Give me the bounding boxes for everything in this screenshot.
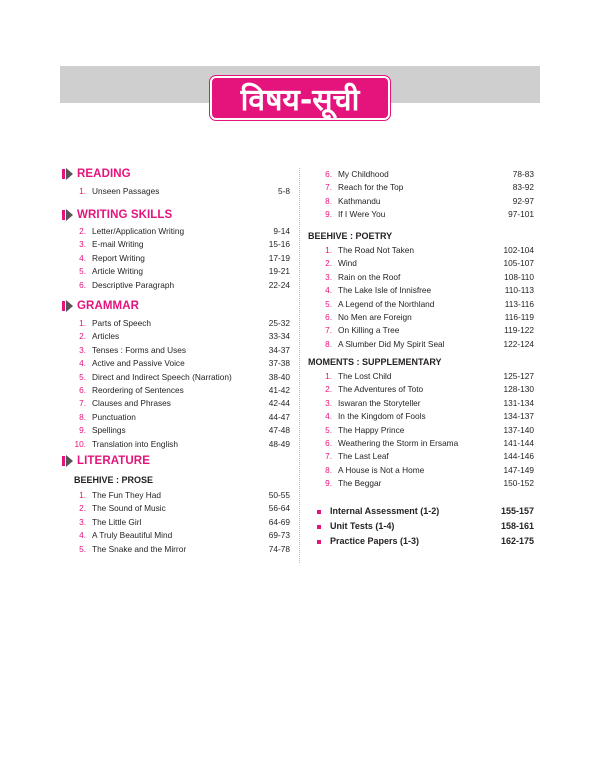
item-number: 3. bbox=[79, 239, 86, 250]
item-number: 1. bbox=[79, 186, 86, 196]
section-title: GRAMMAR bbox=[77, 300, 140, 312]
item-pages: 128-130 bbox=[503, 384, 534, 395]
bullet-icon bbox=[317, 525, 321, 529]
item-pages: 102-104 bbox=[503, 245, 534, 255]
item-pages: 116-119 bbox=[504, 311, 534, 322]
item-label: Report Writing bbox=[92, 252, 145, 263]
item-pages: 131-134 bbox=[503, 397, 534, 408]
item-number: 5. bbox=[325, 424, 332, 435]
item-pages: 97-101 bbox=[508, 209, 534, 220]
toc-row[interactable] bbox=[62, 238, 290, 251]
item-number: 2. bbox=[325, 384, 332, 395]
item-pages: 162-175 bbox=[500, 536, 534, 546]
section-moments-supplementary bbox=[308, 356, 534, 491]
toc-row[interactable] bbox=[308, 311, 534, 324]
item-label: Internal Assessment (1-2) bbox=[330, 506, 440, 516]
toc-row[interactable] bbox=[308, 168, 534, 181]
item-pages: 74-78 bbox=[268, 543, 290, 554]
toc-row[interactable] bbox=[308, 244, 534, 257]
section-arrow-icon bbox=[62, 168, 74, 180]
item-label: Wind bbox=[338, 258, 357, 269]
toc-row[interactable] bbox=[62, 330, 290, 343]
toc-row[interactable] bbox=[62, 502, 290, 515]
item-number: 3. bbox=[79, 516, 86, 527]
toc-row[interactable] bbox=[308, 271, 534, 284]
item-pages: 83-92 bbox=[512, 182, 534, 193]
item-label: Unit Tests (1-4) bbox=[330, 521, 395, 531]
toc-row[interactable] bbox=[62, 543, 290, 556]
item-pages: 147-149 bbox=[503, 464, 534, 475]
toc-row[interactable] bbox=[308, 284, 534, 297]
item-label: On Killing a Tree bbox=[338, 325, 400, 336]
item-number: 8. bbox=[325, 195, 332, 206]
item-number: 10. bbox=[74, 438, 86, 449]
toc-row[interactable] bbox=[62, 317, 290, 330]
subsection-title: MOMENTS : SUPPLEMENTARY bbox=[308, 357, 442, 367]
subsection-title: BEEHIVE : PROSE bbox=[74, 475, 154, 485]
item-pages: 134-137 bbox=[503, 411, 534, 422]
item-label: Letter/Application Writing bbox=[92, 226, 185, 236]
toc-row[interactable] bbox=[62, 384, 290, 397]
item-number: 4. bbox=[79, 530, 86, 541]
item-label: A House is Not a Home bbox=[338, 464, 425, 475]
item-label: The Last Leaf bbox=[338, 451, 389, 462]
item-number: 1. bbox=[79, 318, 86, 328]
toc-row[interactable] bbox=[62, 516, 290, 529]
item-number: 3. bbox=[325, 271, 332, 282]
item-pages: 78-83 bbox=[512, 169, 534, 179]
item-pages: 92-97 bbox=[512, 195, 534, 206]
section-writing-skills bbox=[62, 207, 290, 292]
item-number: 7. bbox=[325, 451, 332, 462]
item-pages: 122-124 bbox=[503, 338, 534, 349]
toc-row[interactable] bbox=[62, 529, 290, 542]
item-number: 9. bbox=[325, 209, 332, 220]
item-pages: 158-161 bbox=[500, 521, 534, 531]
section-heading bbox=[62, 166, 290, 182]
item-label: Direct and Indirect Speech (Narration) bbox=[92, 371, 232, 382]
item-number: 6. bbox=[325, 169, 332, 179]
section-beehive-poetry bbox=[308, 230, 534, 351]
item-number: 6. bbox=[325, 437, 332, 448]
item-label: Kathmandu bbox=[338, 195, 381, 206]
item-number: 5. bbox=[79, 543, 86, 554]
toc-row[interactable] bbox=[308, 424, 534, 437]
item-number: 1. bbox=[325, 371, 332, 381]
toc-row[interactable] bbox=[62, 252, 290, 265]
item-pages: 33-34 bbox=[268, 331, 290, 342]
item-label: Punctuation bbox=[92, 411, 136, 422]
section-heading bbox=[62, 453, 290, 469]
item-label: The Lake Isle of Innisfree bbox=[338, 285, 432, 296]
item-label: In the Kingdom of Fools bbox=[338, 411, 426, 422]
item-pages: 44-47 bbox=[268, 411, 290, 422]
item-label: Active and Passive Voice bbox=[92, 358, 185, 369]
item-number: 4. bbox=[79, 252, 86, 263]
toc-row[interactable] bbox=[308, 477, 534, 490]
item-pages: 141-144 bbox=[503, 437, 534, 448]
toc-row[interactable] bbox=[62, 357, 290, 370]
toc-row[interactable] bbox=[308, 208, 534, 221]
item-label: My Childhood bbox=[338, 169, 389, 179]
item-pages: 105-107 bbox=[503, 258, 534, 269]
item-pages: 41-42 bbox=[268, 384, 290, 395]
item-pages: 9-14 bbox=[273, 226, 290, 236]
item-number: 4. bbox=[325, 411, 332, 422]
item-number: 8. bbox=[79, 411, 86, 422]
item-pages: 42-44 bbox=[268, 398, 290, 409]
section-literature bbox=[62, 453, 290, 556]
item-pages: 25-32 bbox=[268, 318, 290, 328]
column-divider bbox=[299, 168, 300, 563]
toc-row[interactable] bbox=[308, 410, 534, 423]
item-pages: 108-110 bbox=[504, 271, 534, 282]
bullet-icon bbox=[317, 510, 321, 514]
item-number: 7. bbox=[79, 398, 86, 409]
toc-row[interactable] bbox=[308, 397, 534, 410]
item-label: Translation into English bbox=[92, 438, 178, 449]
item-number: 2. bbox=[79, 331, 86, 342]
section-reading bbox=[62, 166, 290, 198]
item-label: The Little Girl bbox=[92, 516, 142, 527]
item-pages: 119-122 bbox=[504, 325, 534, 336]
item-number: 5. bbox=[325, 298, 332, 309]
item-number: 1. bbox=[325, 245, 332, 255]
toc-row[interactable] bbox=[308, 338, 534, 351]
toc-row[interactable] bbox=[62, 279, 290, 292]
item-label: The Road Not Taken bbox=[338, 245, 414, 255]
item-pages: 155-157 bbox=[500, 506, 534, 516]
toc-list bbox=[308, 370, 534, 491]
item-label: Article Writing bbox=[92, 266, 144, 277]
item-pages: 37-38 bbox=[268, 358, 290, 369]
section-assessments bbox=[308, 504, 534, 549]
toc-row[interactable] bbox=[62, 438, 290, 451]
section-arrow-icon bbox=[62, 300, 74, 312]
item-number: 7. bbox=[325, 325, 332, 336]
item-pages: 69-73 bbox=[268, 530, 290, 541]
toc-row[interactable] bbox=[308, 504, 534, 519]
toc-row[interactable] bbox=[308, 437, 534, 450]
item-label: Articles bbox=[92, 331, 120, 342]
item-label: No Men are Foreign bbox=[338, 311, 412, 322]
item-number: 8. bbox=[325, 464, 332, 475]
item-number: 6. bbox=[79, 279, 86, 290]
item-pages: 38-40 bbox=[268, 371, 290, 382]
toc-row[interactable] bbox=[308, 181, 534, 194]
section-title: READING bbox=[77, 168, 131, 180]
page-title: विषय-सूची bbox=[240, 82, 360, 118]
item-label: Clauses and Phrases bbox=[92, 398, 171, 409]
item-label: A Legend of the Northland bbox=[338, 298, 435, 309]
item-label: Reordering of Sentences bbox=[92, 384, 184, 395]
toc-row[interactable] bbox=[308, 464, 534, 477]
item-label: Unseen Passages bbox=[92, 186, 160, 196]
item-pages: 137-140 bbox=[503, 424, 534, 435]
toc-row[interactable] bbox=[62, 489, 290, 502]
toc-row[interactable] bbox=[308, 450, 534, 463]
item-pages: 110-113 bbox=[504, 285, 534, 296]
toc-row[interactable] bbox=[62, 225, 290, 238]
item-label: Iswaran the Storyteller bbox=[338, 397, 421, 408]
bullet-icon bbox=[317, 540, 321, 544]
item-number: 6. bbox=[79, 384, 86, 395]
toc-row[interactable] bbox=[62, 185, 290, 198]
toc-row[interactable] bbox=[308, 534, 534, 549]
toc-list bbox=[308, 244, 534, 351]
toc-row[interactable] bbox=[308, 257, 534, 270]
toc-row[interactable] bbox=[62, 265, 290, 278]
item-label: The Lost Child bbox=[338, 371, 392, 381]
section-grammar bbox=[62, 298, 290, 451]
section-title: LITERATURE bbox=[77, 455, 150, 467]
item-pages: 34-37 bbox=[268, 344, 290, 355]
item-pages: 48-49 bbox=[268, 438, 290, 449]
item-number: 3. bbox=[79, 344, 86, 355]
item-number: 9. bbox=[325, 478, 332, 489]
item-pages: 15-16 bbox=[268, 239, 290, 250]
toc-list bbox=[62, 185, 290, 198]
item-label: Descriptive Paragraph bbox=[92, 279, 175, 290]
item-number: 4. bbox=[325, 285, 332, 296]
item-label: A Slumber Did My Spirit Seal bbox=[338, 338, 445, 349]
section-prose-continued bbox=[308, 168, 534, 222]
item-pages: 22-24 bbox=[268, 279, 290, 290]
item-pages: 125-127 bbox=[503, 371, 534, 381]
item-pages: 17-19 bbox=[268, 252, 290, 263]
item-number: 2. bbox=[325, 258, 332, 269]
toc-row[interactable] bbox=[308, 519, 534, 534]
item-number: 2. bbox=[79, 226, 86, 236]
toc-row[interactable] bbox=[62, 344, 290, 357]
item-label: E-mail Writing bbox=[92, 239, 144, 250]
item-label: Reach for the Top bbox=[338, 182, 404, 193]
item-number: 3. bbox=[325, 397, 332, 408]
item-number: 9. bbox=[79, 425, 86, 436]
item-label: The Adventures of Toto bbox=[338, 384, 424, 395]
item-label: The Happy Prince bbox=[338, 424, 405, 435]
item-pages: 113-116 bbox=[504, 298, 534, 309]
item-number: 8. bbox=[325, 338, 332, 349]
toc-row[interactable] bbox=[308, 195, 534, 208]
item-number: 2. bbox=[79, 503, 86, 514]
item-label: The Fun They Had bbox=[92, 490, 162, 500]
toc-row[interactable] bbox=[62, 411, 290, 424]
section-arrow-icon bbox=[62, 455, 74, 467]
item-pages: 47-48 bbox=[268, 425, 290, 436]
toc-list bbox=[308, 504, 534, 549]
section-heading bbox=[62, 298, 290, 314]
item-label: Rain on the Roof bbox=[338, 271, 401, 282]
item-pages: 19-21 bbox=[268, 266, 290, 277]
toc-row[interactable] bbox=[62, 397, 290, 410]
subsection-title: BEEHIVE : POETRY bbox=[308, 231, 393, 241]
item-pages: 64-69 bbox=[268, 516, 290, 527]
item-pages: 150-152 bbox=[503, 478, 534, 489]
item-label: A Truly Beautiful Mind bbox=[92, 530, 173, 541]
item-number: 1. bbox=[79, 490, 86, 500]
item-label: The Snake and the Mirror bbox=[92, 543, 187, 554]
item-pages: 50-55 bbox=[268, 490, 290, 500]
section-heading bbox=[62, 207, 290, 223]
toc-list bbox=[62, 317, 290, 451]
toc-row[interactable] bbox=[62, 424, 290, 437]
toc-list bbox=[62, 225, 290, 292]
toc-list bbox=[62, 489, 290, 556]
item-label: Practice Papers (1-3) bbox=[330, 536, 420, 546]
item-number: 6. bbox=[325, 311, 332, 322]
item-number: 5. bbox=[79, 266, 86, 277]
toc-row[interactable] bbox=[62, 371, 290, 384]
section-title: WRITING SKILLS bbox=[77, 209, 173, 221]
item-label: Weathering the Storm in Ersama bbox=[338, 437, 459, 448]
toc-row[interactable] bbox=[308, 298, 534, 311]
item-label: Spellings bbox=[92, 425, 126, 436]
toc-row[interactable] bbox=[308, 324, 534, 337]
toc-row[interactable] bbox=[308, 383, 534, 396]
title-badge bbox=[210, 76, 390, 120]
item-pages: 56-64 bbox=[268, 503, 290, 514]
item-label: Tenses : Forms and Uses bbox=[92, 344, 187, 355]
item-label: The Beggar bbox=[338, 478, 382, 489]
item-pages: 5-8 bbox=[278, 186, 290, 196]
item-number: 4. bbox=[79, 358, 86, 369]
item-label: If I Were You bbox=[338, 209, 386, 220]
item-number: 7. bbox=[325, 182, 332, 193]
toc-row[interactable] bbox=[308, 370, 534, 383]
item-label: Parts of Speech bbox=[92, 318, 152, 328]
item-label: The Sound of Music bbox=[92, 503, 166, 514]
item-number: 5. bbox=[79, 371, 86, 382]
section-arrow-icon bbox=[62, 209, 74, 221]
toc-list bbox=[308, 168, 534, 222]
item-pages: 144-146 bbox=[503, 451, 534, 462]
